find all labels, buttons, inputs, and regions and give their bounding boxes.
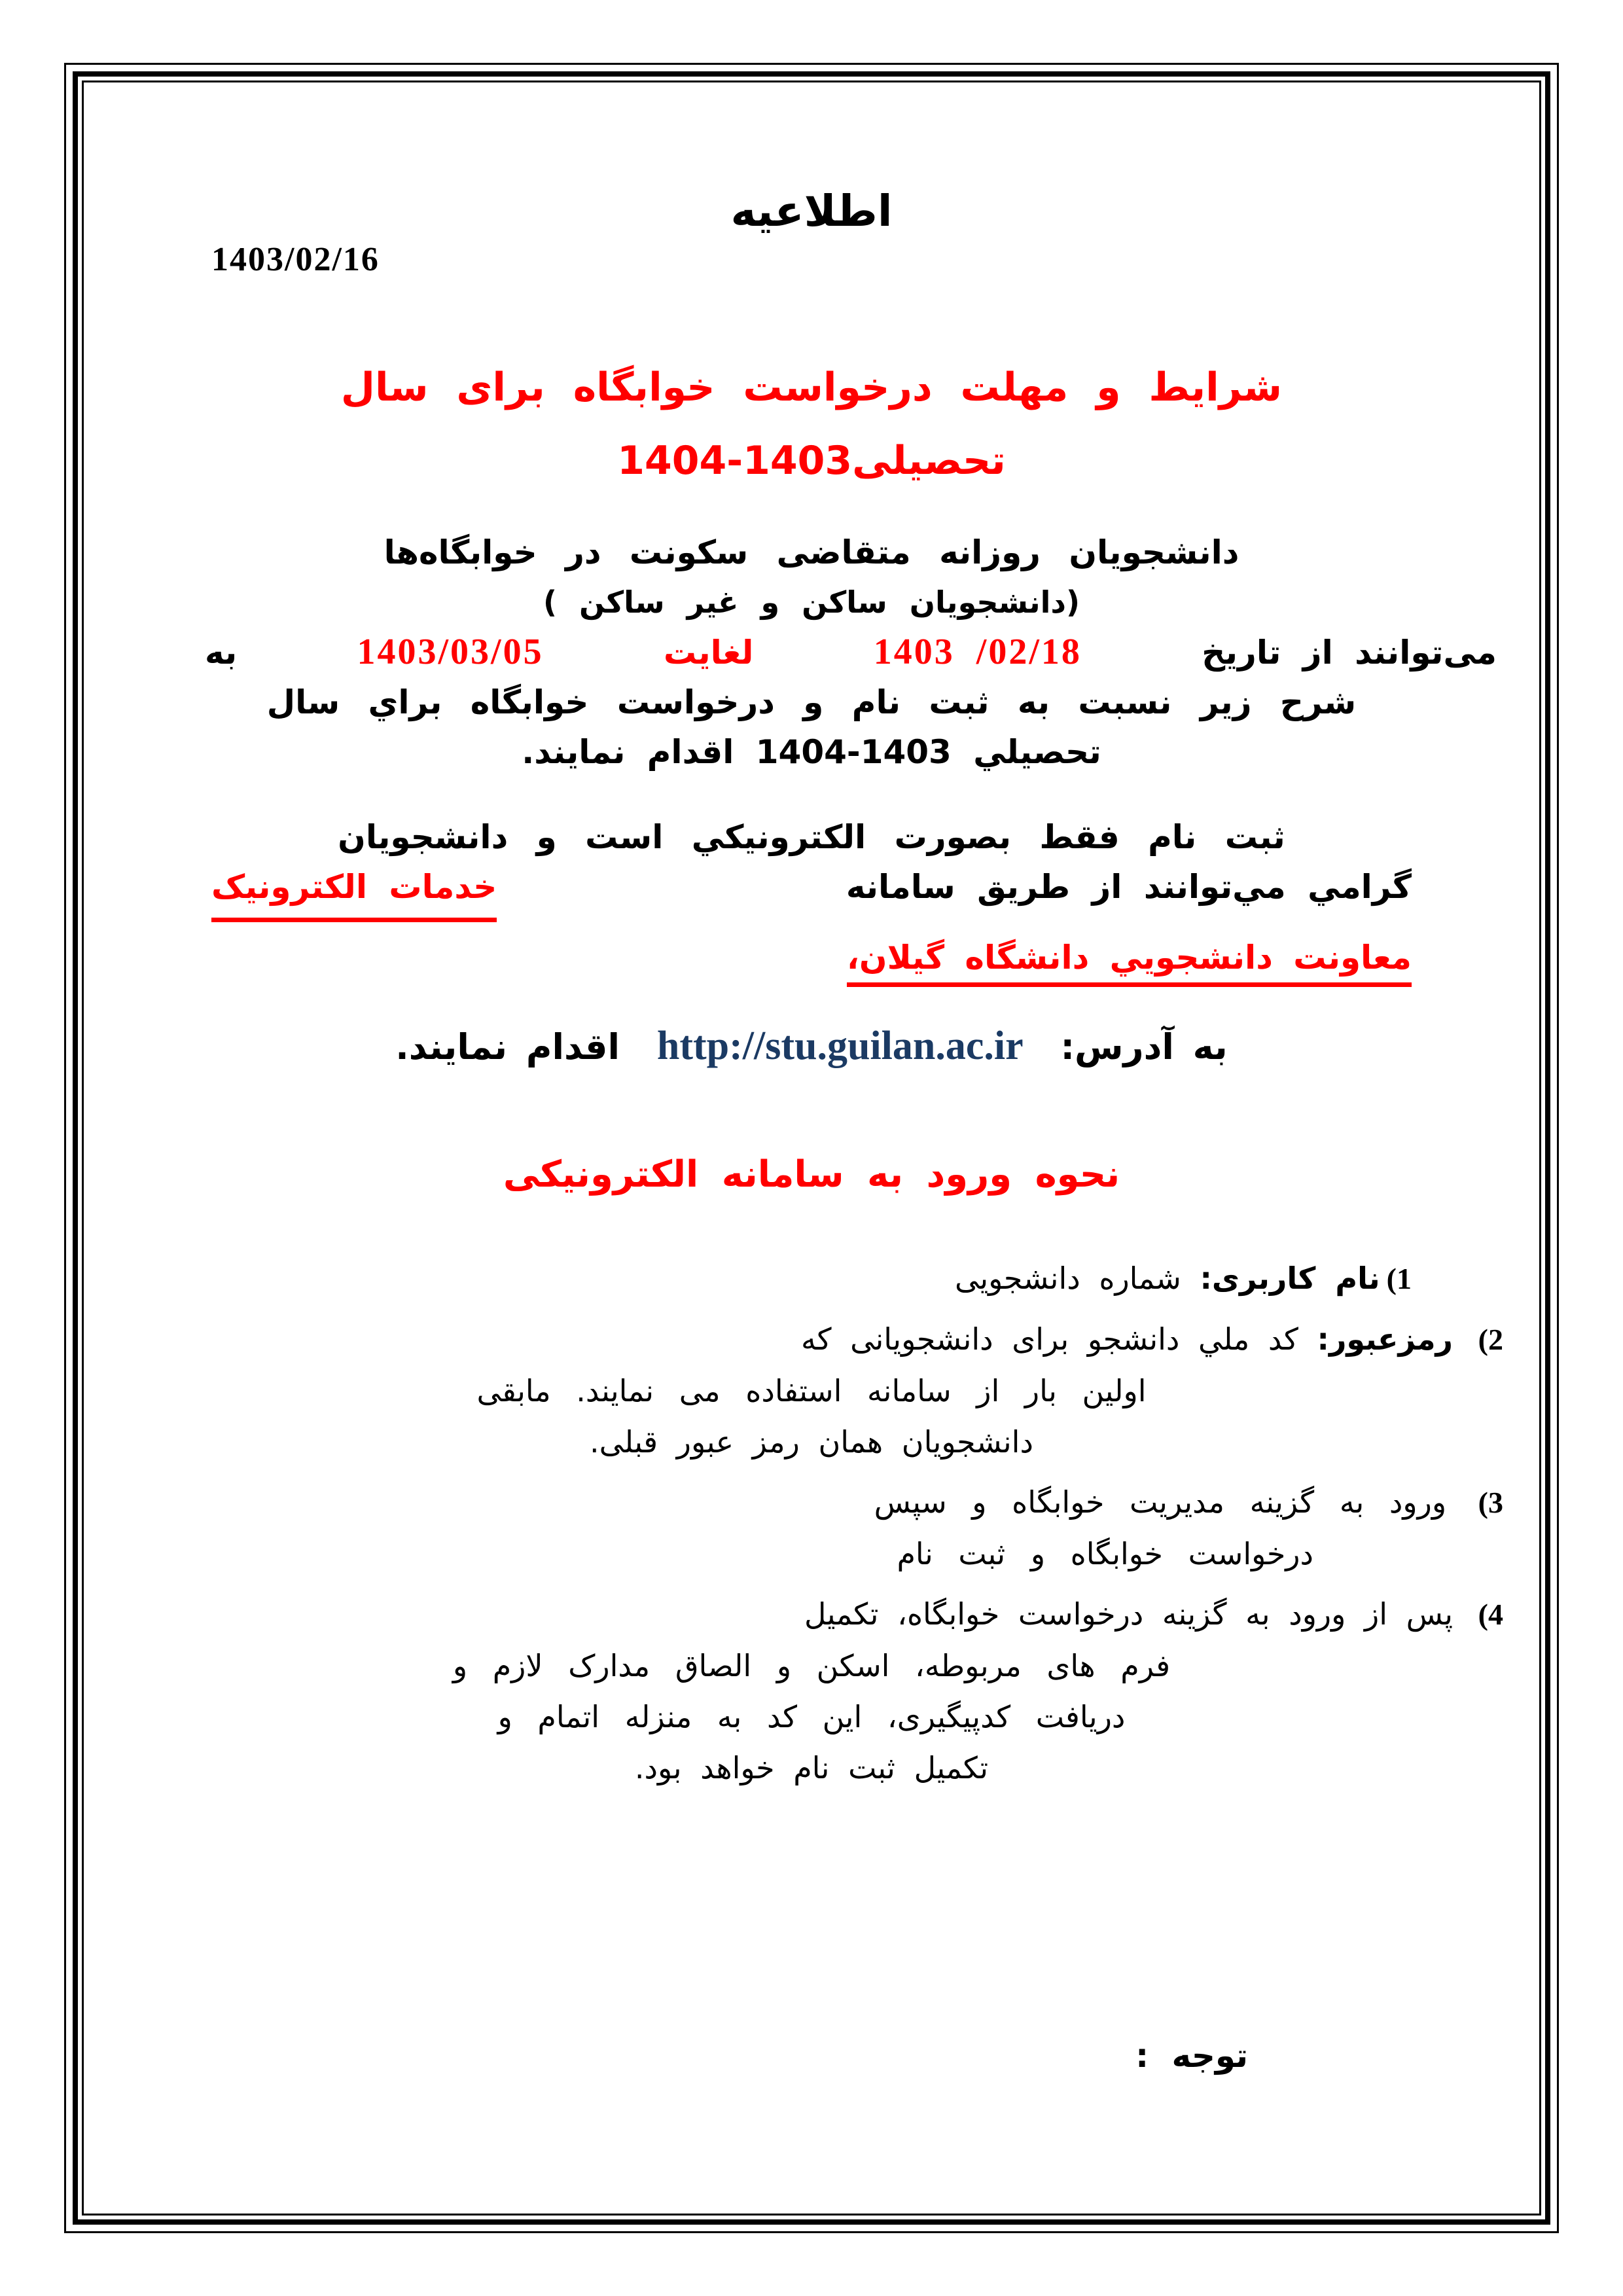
main-heading <box>211 351 1412 497</box>
item-label: رمزعبور: <box>1317 1321 1454 1357</box>
page-title: اطلاعیه <box>730 186 893 236</box>
portal-url: http://stu.guilan.ac.ir <box>656 1024 1024 1068</box>
page-border-outer <box>64 63 1559 2233</box>
paragraph-line-with-link <box>211 862 1412 922</box>
registration-date-line <box>205 627 1497 677</box>
main-heading-line2: تحصیلی1403-1404 <box>617 438 1006 484</box>
item-number: 3) <box>1478 1486 1503 1519</box>
page-border-inner <box>82 81 1541 2215</box>
item-text: پس از ورود به گزینه درخواست خوابگاه، تکمیل <box>804 1596 1454 1632</box>
attention-note: توجه : <box>1135 2037 1248 2075</box>
list-item-line <box>211 1314 1503 1365</box>
list-item-line: دانشجویان همان رمز عبور قبلی. <box>590 1424 1033 1460</box>
paragraph-line: تحصیلي 1403-1404 اقدام نمایند. <box>522 733 1101 771</box>
item-label: نام کاربری: <box>1200 1261 1380 1296</box>
list-item-password <box>211 1314 1503 1467</box>
paragraph-registration <box>211 812 1412 982</box>
address-suffix: اقدام نمایند. <box>395 1026 620 1067</box>
paragraph-eligibility <box>205 528 1497 777</box>
address-line <box>211 1023 1412 1069</box>
item-number: 4) <box>1478 1598 1503 1631</box>
list-item-line: اولین بار از سامانه استفاده می نمایند. مابقی <box>476 1373 1147 1408</box>
date-line-prefix: می‌توانند از تاریخ <box>1202 634 1497 672</box>
list-item-line <box>211 1253 1412 1304</box>
list-item-line: تکمیل ثبت نام خواهد بود. <box>634 1750 989 1785</box>
list-item-line: فرم های مربوطه، اسکن و الصاق مدارک لازم و <box>452 1648 1171 1683</box>
list-item-line: درخواست خوابگاه و ثبت نام <box>897 1536 1313 1571</box>
services-portal-name-part2-line <box>211 933 1412 982</box>
paragraph-line: (دانشجویان ساکن و غیر ساکن ) <box>543 584 1080 620</box>
paragraph-line: ثبت نام فقط بصورت الکترونیکي است و دانشجویان <box>338 818 1285 856</box>
until-word: لغایت <box>663 634 754 672</box>
main-heading-line1: شرایط و مهلت درخواست خوابگاه برای سال <box>340 365 1283 410</box>
start-date: 1403 /02/18 <box>873 632 1082 672</box>
page-border-thick <box>73 71 1550 2225</box>
list-item-line <box>211 1477 1503 1528</box>
list-item-forms <box>211 1588 1503 1793</box>
end-date: 1403/03/05 <box>357 632 544 672</box>
date-line-suffix: به <box>205 634 238 672</box>
list-item-line: دریافت کدپیگیری، این کد به منزله اتمام و <box>497 1699 1126 1734</box>
paragraph-line: دانشجویان روزانه متقاضی سکونت در خوابگاه‌ها <box>383 533 1240 571</box>
item-number: 1) <box>1386 1262 1412 1295</box>
address-prefix: به آدرس: <box>1060 1026 1228 1067</box>
list-item-menu-entry <box>211 1477 1503 1579</box>
item-number: 2) <box>1478 1323 1503 1356</box>
services-portal-name-part2: معاونت دانشجويي دانشگاه گیلان، <box>847 939 1412 987</box>
item-text: کد ملي دانشجو برای دانشجویانی که <box>800 1321 1298 1357</box>
services-portal-name-part1: خدمات الکترونیک <box>211 862 497 922</box>
list-item-username <box>211 1253 1412 1304</box>
login-instructions-heading: نحوه ورود به سامانه الکترونیکی <box>503 1153 1120 1196</box>
document-date: 1403/02/16 <box>211 241 380 278</box>
instructions-list <box>211 1253 1503 1793</box>
item-text: ورود به گزینه مدیریت خوابگاه و سپس <box>874 1484 1447 1520</box>
paragraph-line: شرح زیر نسبت به ثبت نام و درخواست خوابگاه براي سال <box>266 683 1357 721</box>
item-text: شماره دانشجویی <box>955 1261 1181 1296</box>
system-intro-text: گرامي مي‌توانند از طریق سامانه <box>846 868 1412 906</box>
document-content <box>84 82 1539 2214</box>
list-item-line <box>211 1588 1503 1640</box>
